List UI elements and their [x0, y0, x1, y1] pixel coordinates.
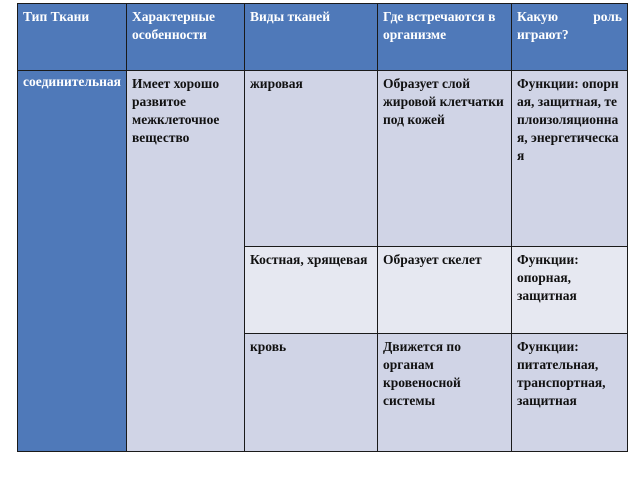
tissue-type-text: соединительная: [23, 74, 121, 89]
row2-role-text: Функции: опорная, защитная: [517, 252, 579, 303]
row3-kind-cell: [245, 334, 378, 451]
row1-kind-text: жировая: [250, 76, 303, 91]
tissue-type-cell: [18, 71, 127, 451]
row3-location-cell: [378, 334, 512, 451]
row2-kind-cell: [245, 247, 378, 334]
header-kinds: [245, 4, 378, 71]
feature-cell: [127, 71, 245, 451]
row2-role-cell: [512, 247, 627, 334]
header-role: [512, 4, 627, 71]
header-tissue-type-text: Тип Ткани: [23, 9, 90, 24]
header-location: [378, 4, 512, 71]
header-tissue-type: [18, 4, 127, 71]
row3-role-text: Функции: питательная, транспортная, защитная: [517, 339, 606, 408]
feature-text: Имеет хорошо развитое межклеточное вещество: [132, 76, 220, 145]
row1-role-cell: [512, 71, 627, 247]
header-features-text: Характерные особенности: [132, 9, 215, 42]
header-kinds-text: Виды тканей: [250, 9, 331, 24]
header-features: [127, 4, 245, 71]
row3-role-cell: [512, 334, 627, 451]
row1-location-text: Образует слой жировой клетчатки под кожей: [383, 76, 504, 127]
row1-kind-cell: [245, 71, 378, 247]
row2-location-cell: [378, 247, 512, 334]
row1-location-cell: [378, 71, 512, 247]
tissue-table: [17, 3, 628, 452]
header-location-text: Где встречаются в организме: [383, 9, 496, 42]
row3-location-text: Движется по органам кровеносной системы: [383, 339, 461, 408]
header-role-text: Какую роль играют?: [517, 9, 622, 42]
row1-role-text: Функции: опорная, защитная, теплоизоляционная, энергетическая: [517, 76, 619, 163]
row2-kind-text: Костная, хрящевая: [250, 252, 368, 267]
row3-kind-text: кровь: [250, 339, 287, 354]
row2-location-text: Образует скелет: [383, 252, 482, 267]
